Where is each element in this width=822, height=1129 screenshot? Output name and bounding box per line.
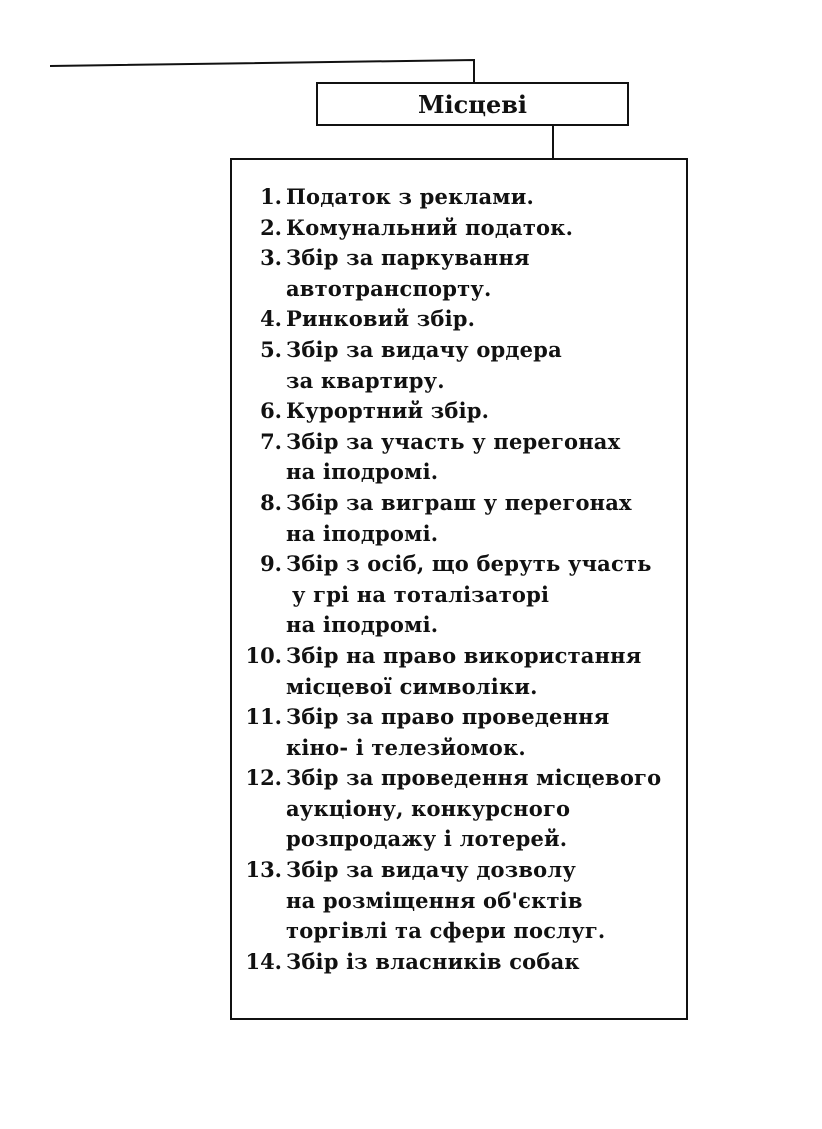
list-item xyxy=(232,335,686,396)
list-item xyxy=(232,304,686,335)
item-text-line: Збір за паркування xyxy=(286,245,530,271)
top-connector-line xyxy=(50,60,474,82)
item-number: 10. xyxy=(245,642,282,668)
item-number: 7. xyxy=(260,428,282,454)
item-number: 6. xyxy=(260,398,282,424)
item-text-line: у грі на тоталізаторі xyxy=(292,581,550,607)
item-text xyxy=(286,549,686,641)
item-text xyxy=(286,335,686,396)
item-text-line: кіно- і телезйомок. xyxy=(286,734,526,760)
item-text-line: Збір за проведення місцевого xyxy=(286,765,662,791)
item-text-line: Збір за участь у перегонах xyxy=(286,428,621,454)
item-text-line: Збір на право використання xyxy=(286,642,642,668)
list-item xyxy=(232,947,686,978)
item-text xyxy=(286,702,686,763)
diagram-title: Місцеві xyxy=(417,89,528,119)
list-item xyxy=(232,855,686,947)
item-text-line: Збір за видачу ордера xyxy=(286,336,562,362)
item-text-line: Збір за виграш у перегонах xyxy=(286,489,632,515)
item-text-line: Збір з осіб, що беруть участь xyxy=(286,551,652,577)
item-text xyxy=(286,763,686,855)
list-item xyxy=(232,702,686,763)
item-text-line: на іподромі. xyxy=(286,459,439,485)
item-number: 14. xyxy=(245,948,282,974)
item-text-line: автотранспорту. xyxy=(286,275,492,301)
tax-list xyxy=(232,182,686,977)
title-box xyxy=(316,82,629,126)
item-text-line: місцевої символіки. xyxy=(286,673,538,699)
item-text-line: торгівлі та сфери послуг. xyxy=(286,918,606,944)
item-number: 1. xyxy=(260,184,282,209)
item-text xyxy=(286,488,686,549)
item-number: 9. xyxy=(260,551,282,577)
item-text xyxy=(286,243,686,304)
item-text-line: Податок з реклами. xyxy=(286,184,535,209)
item-text xyxy=(286,304,686,335)
list-item xyxy=(232,641,686,702)
item-text-line: Збір за право проведення xyxy=(286,704,610,730)
list-item xyxy=(232,488,686,549)
list-item xyxy=(232,549,686,641)
item-text-line: аукціону, конкурсного xyxy=(286,795,571,821)
item-text xyxy=(286,182,686,213)
item-text-line: на іподромі. xyxy=(286,520,439,546)
item-text xyxy=(286,396,686,427)
list-item xyxy=(232,243,686,304)
item-number: 8. xyxy=(260,489,282,515)
item-text xyxy=(286,947,686,978)
item-number: 3. xyxy=(260,245,282,271)
item-text xyxy=(286,641,686,702)
item-text-line: розпродажу і лотерей. xyxy=(286,826,568,852)
item-number: 4. xyxy=(260,306,282,332)
list-item xyxy=(232,182,686,213)
item-text-line: на розміщення об'єктів xyxy=(286,887,583,913)
item-text-line: Збір із власників собак xyxy=(286,948,580,974)
item-text-line: Курортний збір. xyxy=(286,398,490,424)
item-number: 5. xyxy=(260,336,282,362)
item-number: 12. xyxy=(245,765,282,791)
list-item xyxy=(232,427,686,488)
item-text-line: Ринковий збір. xyxy=(286,306,476,332)
item-text xyxy=(286,855,686,947)
list-item xyxy=(232,763,686,855)
list-box xyxy=(230,158,688,1020)
item-text-line: Комунальний податок. xyxy=(286,214,574,240)
list-item xyxy=(232,213,686,244)
item-text-line: за квартиру. xyxy=(286,367,445,393)
item-text xyxy=(286,213,686,244)
item-text-line: Збір за видачу дозволу xyxy=(286,857,576,883)
item-number: 13. xyxy=(245,857,282,883)
item-text-line: на іподромі. xyxy=(286,612,439,638)
item-text xyxy=(286,427,686,488)
item-number: 11. xyxy=(245,704,282,730)
item-number: 2. xyxy=(260,214,282,240)
list-item xyxy=(232,396,686,427)
